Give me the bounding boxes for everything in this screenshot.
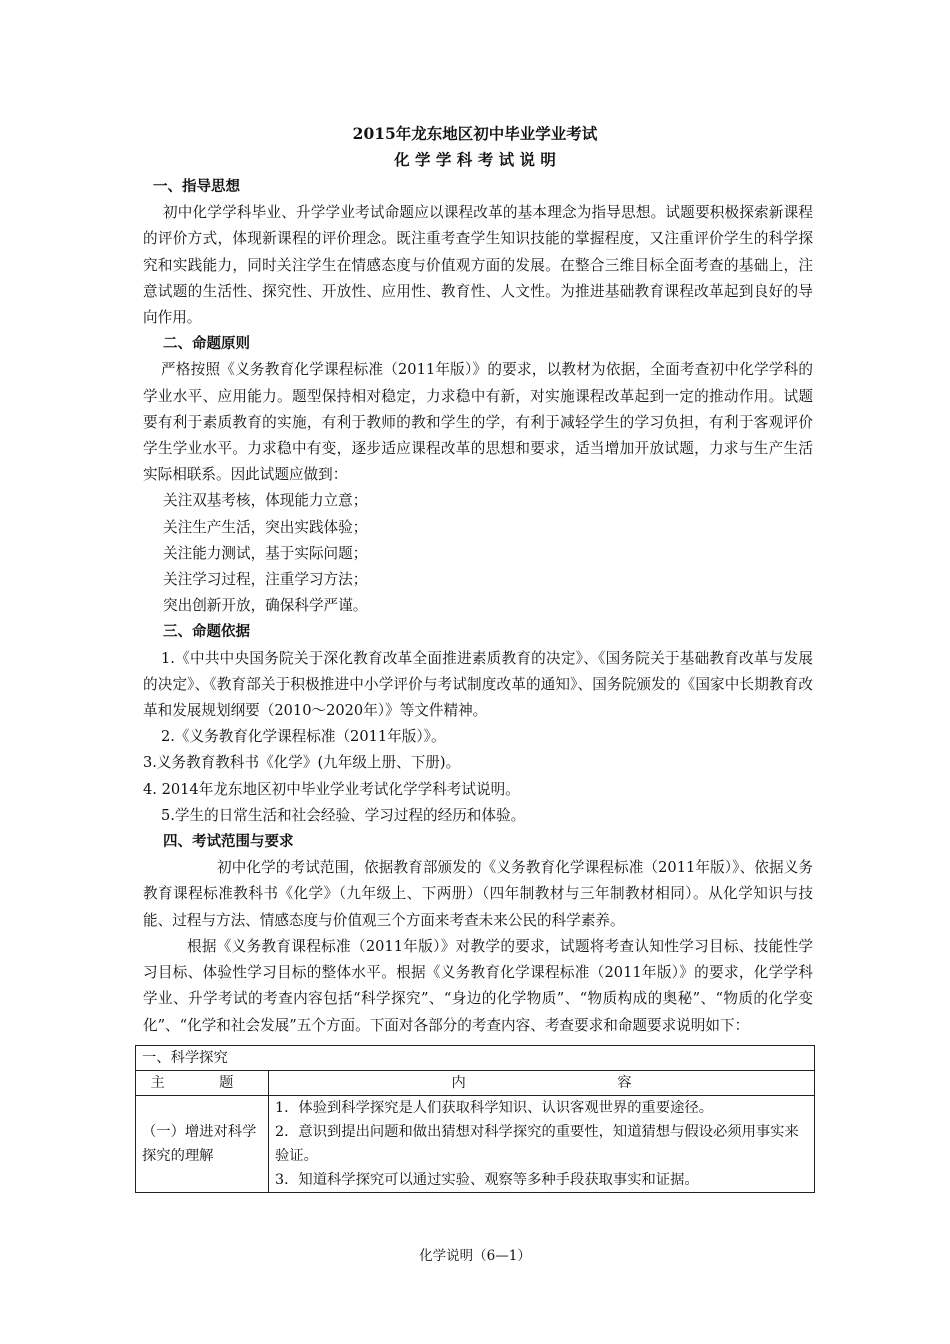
- content-item: 3．知道科学探究可以通过实验、观察等多种手段获取事实和证据。: [275, 1172, 699, 1188]
- document-body: [143, 174, 813, 1039]
- basis-item-5: 5.学生的日常生活和社会经验、学习过程的经历和体验。: [161, 806, 526, 824]
- basis-item-3: 3.义务教育教科书《化学》(九年级上册、下册)。: [143, 754, 461, 772]
- section-heading-1: 一、指导思想: [153, 179, 240, 195]
- table-row-content: [269, 1096, 815, 1193]
- content-item: 1．体验到科学探究是人们获取科学知识、认识客观世界的重要途径。: [275, 1100, 713, 1116]
- table-section-title: 一、科学探究: [136, 1046, 815, 1071]
- content-item: 2．意识到提出问题和做出猜想对科学探究的重要性，知道猜想与假设必须用事实来验证。: [275, 1124, 799, 1164]
- principle-item: 关注生产生活，突出实践体验；: [163, 518, 368, 536]
- page-footer: 化学说明（6—1）: [419, 1248, 531, 1264]
- column-header-content: 内容: [269, 1071, 815, 1096]
- section-heading-4: 四、考试范围与要求: [163, 834, 294, 851]
- principle-item: 突出创新开放，确保科学严谨。: [163, 597, 368, 615]
- basis-item-1: 1.《中共中央国务院关于深化教育改革全面推进素质教育的决定》、《国务院关于基础教育改革与发展的决定》、《教育部关于积极推进中小学评价与考试制度改革的通知》、国务院颁发的《国家中长期教育改革和发展规划纲要（2010～2020年）》等文件精神。: [143, 649, 813, 720]
- section-4-paragraph-1: 初中化学的考试范围，依据教育部颁发的《义务教育化学课程标准（2011年版）》、依据义务教育课程标准教科书《化学》（九年级上、下两册）（四年制教材与三年制教材相同）。从化学知识与技能、过程与方法、情感态度与价值观三个方面来考查未来公民的科学素养。: [143, 859, 813, 929]
- basis-item-2: 2.《义务教育化学课程标准（2011年版）》。: [161, 728, 446, 746]
- principle-item: 关注能力测试，基于实际问题；: [163, 544, 368, 562]
- basis-item-4: 4. 2014年龙东地区初中毕业学业考试化学学科考试说明。: [143, 780, 520, 798]
- table-row-topic: （一）增进对科学探究的理解: [136, 1096, 269, 1193]
- section-heading-3: 三、命题依据: [163, 624, 250, 641]
- document-subtitle: 化 学 学 科 考 试 说 明: [394, 150, 556, 169]
- section-1-paragraph: 初中化学学科毕业、升学学业考试命题应以课程改革的基本理念为指导思想。试题要积极探索新课程的评价方式，体现新课程的评价理念。既注重考查学生知识技能的掌握程度，又注重评价学生的科学探究和实践能力，同时关注学生在情感态度与价值观方面的发展。在整合三维目标全面考查的基础上，注意试题的生活性、探究性、开放性、应用性、教育性、人文性。为推进基础教育课程改革起到良好的导向作用。: [143, 204, 813, 327]
- column-header-topic: 主 题: [136, 1071, 269, 1096]
- principle-item: 关注双基考核，体现能力立意；: [163, 492, 368, 510]
- section-4-paragraph-2: 根据《义务教育课程标准（2011年版）》对教学的要求，试题将考查认知性学习目标、技能性学习目标、体验性学习目标的整体水平。根据《义务教育化学课程标准（2011年版）》的要求，化学学科学业、升学考试的考查内容包括“科学探究”、“身边的化学物质”、“物质构成的奥秘”、“物质的化学变化”、“化学和社会发展”五个方面。下面对各部分的考查内容、考查要求和命题要求说明如下：: [143, 937, 813, 1034]
- document-title: 2015年龙东地区初中毕业学业考试: [352, 124, 598, 143]
- section-2-paragraph: 严格按照《义务教育化学课程标准（2011年版）》的要求，以教材为依据，全面考查初中化学学科的学业水平、应用能力。题型保持相对稳定，力求稳中有新，对实施课程改革起到一定的推动作用。试题要有利于素质教育的实施，有利于教师的教和学生的学，有利于减轻学生的学习负担，有利于客观评价学生学业水平。力求稳中有变，逐步适应课程改革的思想和要求，适当增加开放试题，力求与生产生活实际相联系。因此试题应做到：: [143, 361, 813, 484]
- section-heading-2: 二、命题原则: [163, 336, 250, 353]
- science-inquiry-table: [135, 1045, 815, 1193]
- principle-item: 关注学习过程，注重学习方法；: [163, 571, 368, 589]
